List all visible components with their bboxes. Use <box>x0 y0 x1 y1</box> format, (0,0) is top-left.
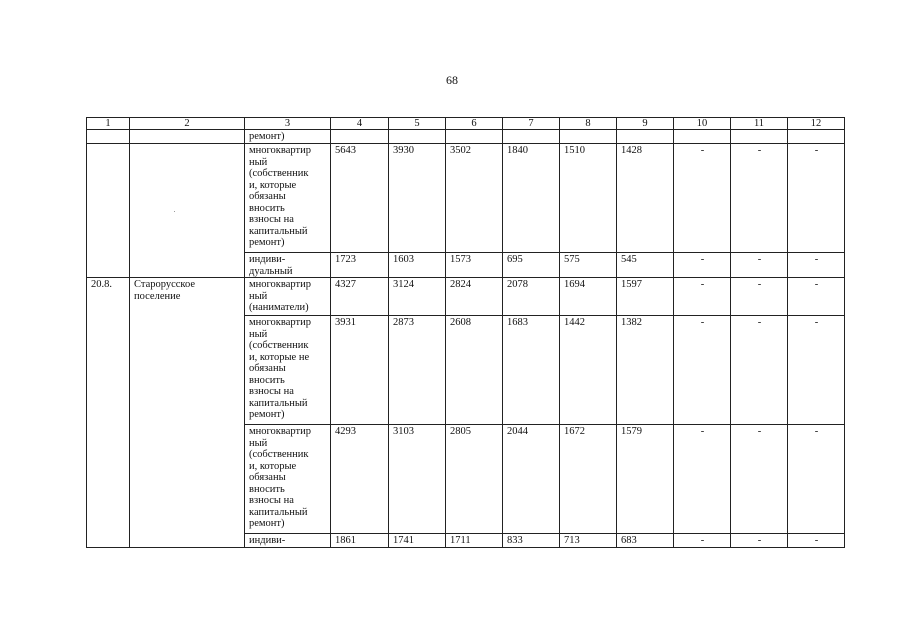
value-cell: 1603 <box>389 253 446 278</box>
value-cell <box>674 130 731 144</box>
value-cell: 575 <box>560 253 617 278</box>
value-cell: - <box>674 316 731 425</box>
number-cell: 20.8. <box>87 278 130 548</box>
value-cell: - <box>674 534 731 548</box>
table-row <box>87 144 845 253</box>
category-cell: многоквартир ный (собственник и, которые обязаны вносить взносы на капитальный ремонт) <box>245 425 331 534</box>
value-cell <box>617 130 674 144</box>
value-cell: 4293 <box>331 425 389 534</box>
tariff-table <box>86 117 845 548</box>
value-cell: 2078 <box>503 278 560 316</box>
value-cell: - <box>788 534 845 548</box>
value-cell: - <box>731 425 788 534</box>
value-cell <box>503 130 560 144</box>
value-cell: 2608 <box>446 316 503 425</box>
value-cell: - <box>674 253 731 278</box>
value-cell: - <box>674 144 731 253</box>
header-cell: 12 <box>788 118 845 130</box>
category-cell: многоквартир ный (собственник и, которые не обязаны вносить взносы на капитальный ремонт) <box>245 316 331 425</box>
table-header-row <box>87 118 845 130</box>
category-cell: индиви- <box>245 534 331 548</box>
value-cell: 1861 <box>331 534 389 548</box>
header-cell: 9 <box>617 118 674 130</box>
header-cell: 3 <box>245 118 331 130</box>
settlement-cell: Старорусское поселение <box>130 278 245 548</box>
value-cell: 1683 <box>503 316 560 425</box>
value-cell: 3930 <box>389 144 446 253</box>
value-cell: - <box>731 253 788 278</box>
category-cell: индиви- дуальный <box>245 253 331 278</box>
value-cell <box>331 130 389 144</box>
category-cell: многоквартир ный (наниматели) <box>245 278 331 316</box>
value-cell: 5643 <box>331 144 389 253</box>
value-cell <box>788 130 845 144</box>
value-cell <box>731 130 788 144</box>
header-cell: 7 <box>503 118 560 130</box>
value-cell: 1579 <box>617 425 674 534</box>
value-cell <box>560 130 617 144</box>
header-cell: 10 <box>674 118 731 130</box>
value-cell <box>389 130 446 144</box>
value-cell: 1382 <box>617 316 674 425</box>
value-cell <box>446 130 503 144</box>
number-cell <box>87 144 130 278</box>
settlement-cell <box>130 144 245 278</box>
header-cell: 2 <box>130 118 245 130</box>
settlement-cell <box>130 130 245 144</box>
number-cell <box>87 130 130 144</box>
value-cell: 1510 <box>560 144 617 253</box>
value-cell: - <box>788 278 845 316</box>
value-cell: 1711 <box>446 534 503 548</box>
value-cell: 1597 <box>617 278 674 316</box>
header-cell: 1 <box>87 118 130 130</box>
value-cell: 713 <box>560 534 617 548</box>
header-cell: 11 <box>731 118 788 130</box>
value-cell: 1573 <box>446 253 503 278</box>
value-cell: 4327 <box>331 278 389 316</box>
value-cell: 2873 <box>389 316 446 425</box>
table-row-continuation <box>87 130 845 144</box>
value-cell: - <box>674 278 731 316</box>
value-cell: 683 <box>617 534 674 548</box>
value-cell: 3931 <box>331 316 389 425</box>
value-cell: 3103 <box>389 425 446 534</box>
value-cell: - <box>788 425 845 534</box>
value-cell: 545 <box>617 253 674 278</box>
header-cell: 5 <box>389 118 446 130</box>
value-cell: 1428 <box>617 144 674 253</box>
value-cell: 1694 <box>560 278 617 316</box>
value-cell: 695 <box>503 253 560 278</box>
value-cell: 3502 <box>446 144 503 253</box>
value-cell: - <box>731 278 788 316</box>
value-cell: 1672 <box>560 425 617 534</box>
value-cell: - <box>674 425 731 534</box>
value-cell: - <box>788 316 845 425</box>
value-cell: - <box>731 316 788 425</box>
page-number: 68 <box>446 73 458 87</box>
header-cell: 6 <box>446 118 503 130</box>
value-cell: 2805 <box>446 425 503 534</box>
value-cell: - <box>731 534 788 548</box>
scan-speck <box>174 211 175 212</box>
value-cell: 2044 <box>503 425 560 534</box>
value-cell: - <box>731 144 788 253</box>
value-cell: 833 <box>503 534 560 548</box>
value-cell: 1741 <box>389 534 446 548</box>
value-cell: 3124 <box>389 278 446 316</box>
category-cell: многоквартир ный (собственник и, которые обязаны вносить взносы на капитальный ремонт) <box>245 144 331 253</box>
header-cell: 4 <box>331 118 389 130</box>
value-cell: 1442 <box>560 316 617 425</box>
value-cell: - <box>788 253 845 278</box>
table-row <box>87 278 845 316</box>
value-cell: - <box>788 144 845 253</box>
value-cell: 1723 <box>331 253 389 278</box>
value-cell: 2824 <box>446 278 503 316</box>
category-cell: ремонт) <box>245 130 331 144</box>
value-cell: 1840 <box>503 144 560 253</box>
header-cell: 8 <box>560 118 617 130</box>
